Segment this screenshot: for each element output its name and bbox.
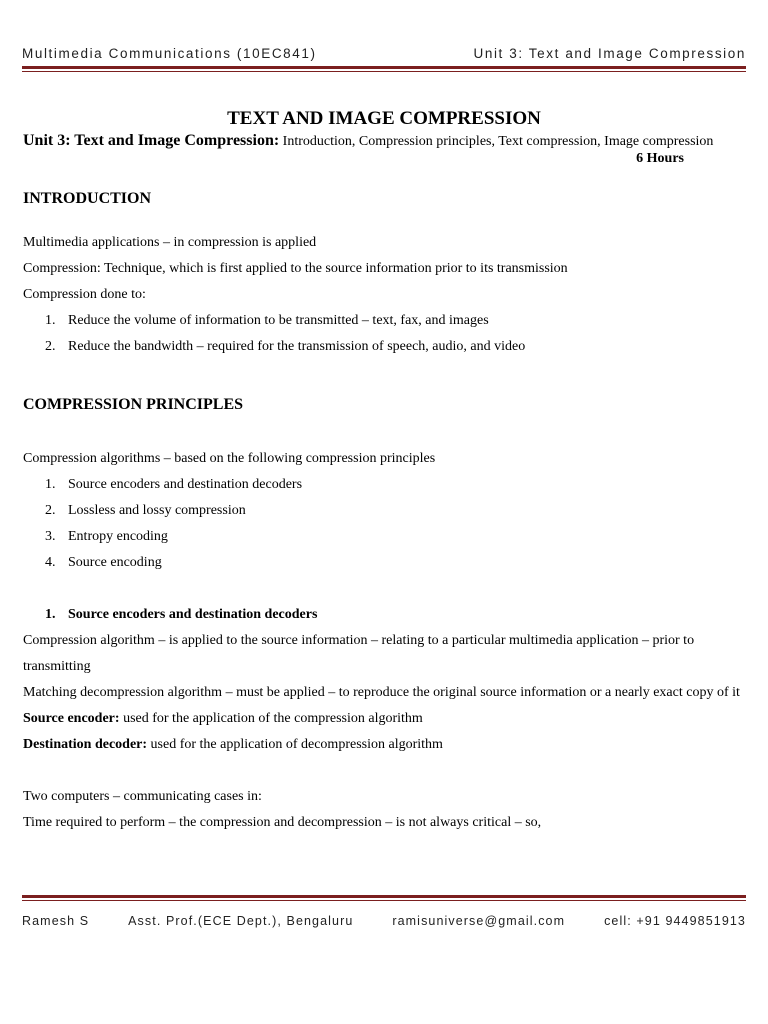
list-item [23, 334, 745, 360]
list-item-text: Reduce the bandwidth – required for the transmission of speech, audio, and video [68, 339, 526, 354]
principles-paragraph-1: Compression algorithms – based on the following compression principles [23, 451, 436, 466]
list-item-text: Lossless and lossy compression [68, 503, 246, 518]
footer-author: Ramesh S [22, 914, 90, 928]
footer-rule [22, 895, 746, 901]
list-item [23, 524, 745, 550]
list-item-number: 4. [45, 555, 56, 570]
list-item-text: Entropy encoding [68, 529, 168, 544]
destination-decoder-definition [23, 732, 745, 758]
list-item-number: 1. [45, 477, 56, 492]
introduction-body [23, 230, 745, 360]
header-unit-title: Unit 3: Text and Image Compression [473, 46, 746, 61]
intro-list [23, 308, 745, 360]
section-1-heading-list [23, 602, 745, 628]
principles-heading: COMPRESSION PRINCIPLES [23, 396, 244, 413]
list-item [23, 498, 745, 524]
section-1-number: 1. [45, 607, 56, 622]
list-item [23, 308, 745, 334]
source-encoder-definition [23, 706, 745, 732]
list-item-text: Source encoding [68, 555, 162, 570]
introduction-heading: INTRODUCTION [23, 190, 152, 207]
list-item-text: Reduce the volume of information to be transmitted – text, fax, and images [68, 313, 489, 328]
section-1-heading [23, 602, 745, 628]
source-encoder-text: used for the application of the compression algorithm [119, 711, 423, 726]
document-title: TEXT AND IMAGE COMPRESSION [227, 108, 541, 129]
section-1-title: Source encoders and destination decoders [68, 607, 318, 622]
list-item-number: 1. [45, 313, 56, 328]
list-item-number: 2. [45, 339, 56, 354]
section-1-paragraph-3: Two computers – communicating cases in: [23, 789, 262, 804]
principles-section [23, 392, 745, 418]
section-1-paragraph-2: Matching decompression algorithm – must be applied – to reproduce the original source information or a nearly exact copy of it [23, 685, 740, 700]
intro-paragraph-2: Compression: Technique, which is first applied to the source information prior to its transmission [23, 261, 568, 276]
destination-decoder-text: used for the application of decompression algorithm [147, 737, 443, 752]
page-footer [22, 914, 746, 928]
principles-list [23, 472, 745, 576]
page-header [22, 46, 746, 61]
unit-summary [23, 132, 745, 150]
intro-paragraph-3: Compression done to: [23, 287, 146, 302]
spacer [23, 758, 745, 784]
footer-email: ramisuniverse@gmail.com [392, 914, 566, 928]
unit-label: Unit 3: Text and Image Compression: [23, 132, 280, 149]
footer-position: Asst. Prof.(ECE Dept.), Bengaluru [128, 914, 354, 928]
list-item-number: 3. [45, 529, 56, 544]
intro-paragraph-1: Multimedia applications – in compression is applied [23, 235, 317, 250]
section-1 [23, 602, 745, 836]
principles-body [23, 446, 745, 576]
list-item-text: Source encoders and destination decoders [68, 477, 303, 492]
list-item-number: 2. [45, 503, 56, 518]
destination-decoder-label: Destination decoder: [23, 737, 148, 752]
section-1-paragraph-4: Time required to perform – the compression and decompression – is not always critical – so, [23, 815, 542, 830]
unit-hours: 6 Hours [636, 151, 684, 166]
header-course-title: Multimedia Communications (10EC841) [22, 46, 317, 61]
header-rule [22, 66, 746, 72]
list-item [23, 550, 745, 576]
unit-topics: Introduction, Compression principles, Text compression, Image compression [279, 134, 714, 149]
source-encoder-label: Source encoder: [23, 711, 120, 726]
section-1-paragraph-1: Compression algorithm – is applied to the source information – relating to a particular multimedia application – prior to transmitting [23, 633, 695, 674]
list-item [23, 472, 745, 498]
introduction-section [23, 186, 745, 212]
footer-cell: cell: +91 9449851913 [604, 914, 746, 928]
